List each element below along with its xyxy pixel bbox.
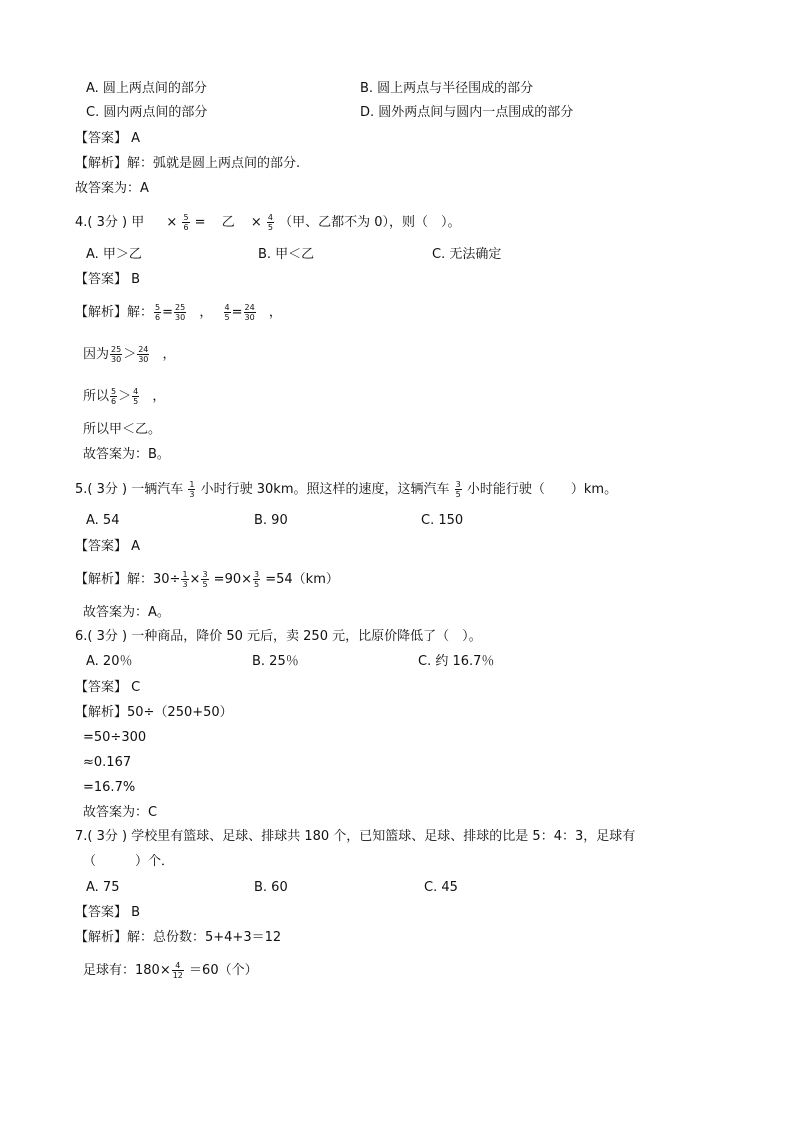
q4-score: ( 3分 ) xyxy=(87,215,128,230)
q4-final: 故答案为：B。 xyxy=(83,447,170,462)
q7-answer: 【答案】 B xyxy=(75,905,141,920)
q3-option-d: D. 圆外两点间与圆内一点围成的部分 xyxy=(360,105,574,120)
q5-fraction-1-3: $\frac{1}{3}$ xyxy=(189,480,195,499)
q4-because-frac-24-30: $\frac{24}{30}$ xyxy=(138,345,149,364)
q4-analysis: 【解析】解： $\frac{5}{6}$ = $\frac{25}{30}$ ， $\frac{4}{5}$ = $\frac{24}{30}$ ， xyxy=(75,303,282,322)
q6-answer: 【答案】 C xyxy=(75,680,141,695)
q7-option-c: C. 45 xyxy=(424,880,458,895)
q4-conclusion: 所以甲＜乙。 xyxy=(83,422,162,437)
q3-option-b: B. 圆上两点与半径围成的部分 xyxy=(360,81,534,96)
q4-answer: 【答案】 B xyxy=(75,272,141,287)
q6-stem: 6.( 3分 ) 一种商品，降价 50 元后，卖 250 元，比原价降低了（ ）。 xyxy=(75,629,482,644)
q4-yi: 乙 xyxy=(221,215,235,230)
q4-fraction-4-5: $\frac{4}{5}$ xyxy=(267,213,274,232)
q6-option-a: A. 20％ xyxy=(86,654,133,669)
q6-analysis: 【解析】50÷（250+50） xyxy=(75,705,233,720)
q4-so-line: 所以 $\frac{5}{6}$ ＞ $\frac{4}{5}$ ， xyxy=(83,387,166,406)
q7-football-line: 足球有：180× $\frac{4}{12}$ ＝60（个） xyxy=(83,961,258,980)
q4-analysis-frac-24-30: $\frac{24}{30}$ xyxy=(244,303,255,322)
q5-analysis-frac-3-5-b: $\frac{3}{5}$ xyxy=(254,570,260,589)
q4-option-b: B. 甲＜乙 xyxy=(258,247,315,262)
q5-final: 故答案为：A。 xyxy=(83,605,170,620)
q6-step-1: =50÷300 xyxy=(83,730,147,745)
q7-stem-line-2: （ ）个． xyxy=(83,854,175,869)
q5-option-b: B. 90 xyxy=(254,513,288,528)
q5-analysis-frac-3-5-a: $\frac{3}{5}$ xyxy=(202,570,208,589)
q4-analysis-frac-25-30: $\frac{25}{30}$ xyxy=(175,303,186,322)
q6-step-2: ≈0.167 xyxy=(83,755,132,770)
q4-so-frac-5-6: $\frac{5}{6}$ xyxy=(111,387,117,406)
q3-option-c: C. 圆内两点间的部分 xyxy=(86,105,208,120)
q7-analysis: 【解析】解：总份数：5+4+3＝12 xyxy=(75,930,282,945)
q5-fraction-3-5: $\frac{3}{5}$ xyxy=(455,480,461,499)
q3-analysis: 【解析】解：弧就是圆上两点间的部分. xyxy=(75,156,301,171)
q4-analysis-frac-5-6: $\frac{5}{6}$ xyxy=(155,303,161,322)
q5-option-a: A. 54 xyxy=(86,513,120,528)
q4-stem: 4.( 3分 ) 甲 × $\frac{5}{6}$ = 乙 × $\frac{4}{5}$ （甲、乙都不为 0），则（ ）。 xyxy=(75,213,461,232)
q4-analysis-frac-4-5: $\frac{4}{5}$ xyxy=(224,303,230,322)
q6-option-c: C. 约 16.7％ xyxy=(418,654,495,669)
q3-final: 故答案为：A xyxy=(75,181,149,196)
q4-fraction-5-6: $\frac{5}{6}$ xyxy=(183,213,189,232)
q3-answer: 【答案】 A xyxy=(75,131,141,146)
q4-number: 4. xyxy=(75,215,88,230)
q4-option-c: C. 无法确定 xyxy=(432,247,502,262)
q5-analysis-frac-1-3: $\frac{1}{3}$ xyxy=(182,570,188,589)
q6-option-b: B. 25％ xyxy=(252,654,299,669)
q5-analysis: 【解析】解：30÷ $\frac{1}{3}$ × $\frac{3}{5}$ =90× $\frac{3}{5}$ =54（km） xyxy=(75,570,339,589)
q5-option-c: C. 150 xyxy=(421,513,464,528)
q4-equals: = xyxy=(194,215,206,230)
q7-option-b: B. 60 xyxy=(254,880,288,895)
q5-score: ( 3分 ) xyxy=(87,482,128,497)
q3-option-a: A. 圆上两点间的部分 xyxy=(86,81,207,96)
q5-stem: 5.( 3分 ) 一辆汽车 $\frac{1}{3}$ 小时行驶 30km。照这样的速度，这辆汽车 $\frac{3}{5}$ 小时能行驶（ ）km。 xyxy=(75,480,618,499)
q5-answer: 【答案】 A xyxy=(75,539,141,554)
q5-number: 5. xyxy=(75,482,88,497)
q4-because-frac-25-30: $\frac{25}{30}$ xyxy=(111,345,122,364)
q4-option-a: A. 甲＞乙 xyxy=(86,247,142,262)
q4-because-line: 因为 $\frac{25}{30}$ ＞ $\frac{24}{30}$ ， xyxy=(83,345,176,364)
q6-final: 故答案为：C xyxy=(83,805,158,820)
q4-times: × xyxy=(166,215,178,230)
q7-stem: 7.( 3分 ) 学校里有篮球、足球、排球共 180 个，已知篮球、足球、排球的比是 5：4：3，足球有 xyxy=(75,829,636,844)
q7-fraction-4-12: $\frac{4}{12}$ xyxy=(172,961,183,980)
q4-so-frac-4-5: $\frac{4}{5}$ xyxy=(133,387,139,406)
q7-option-a: A. 75 xyxy=(86,880,120,895)
q6-step-3: =16.7% xyxy=(83,780,136,795)
q4-condition: （甲、乙都不为 0），则（ ）。 xyxy=(279,215,461,230)
q4-jia: 甲 xyxy=(131,215,145,230)
